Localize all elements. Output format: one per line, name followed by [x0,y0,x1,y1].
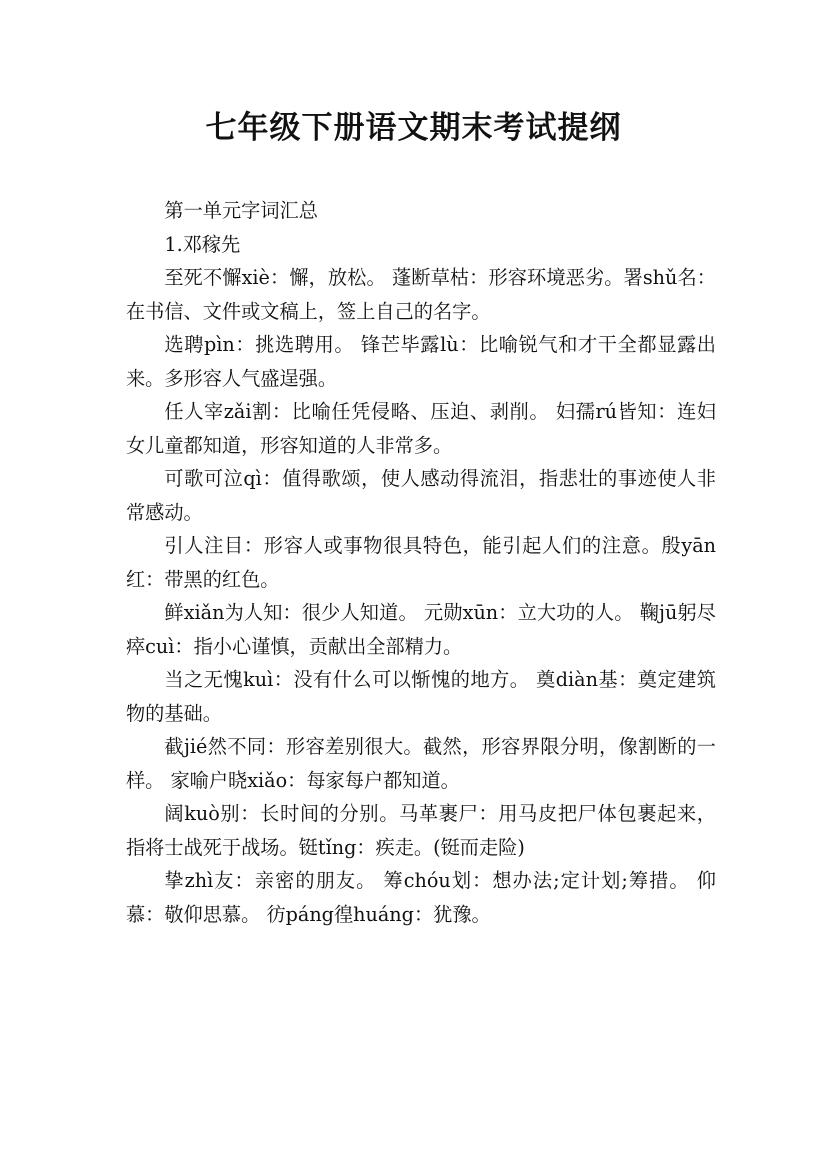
vocab-paragraph: 任人宰zǎi割：比喻任凭侵略、压迫、剥削。 妇孺rú皆知：连妇女儿童都知道，形容知道的人非常多。 [126,400,716,457]
vocab-paragraph: 可歌可泣qì：值得歌颂，使人感动得流泪，指悲壮的事迹使人非常感动。 [126,467,716,524]
vocab-paragraph: 截jié然不同：形容差别很大。截然，形容界限分明，像割断的一样。 家喻户晓xiǎo：每家每户都知道。 [126,735,716,792]
document-body [126,194,716,931]
document-title: 七年级下册语文期末考试提纲 [205,110,622,146]
vocab-paragraph: 选聘pìn：挑选聘用。 锋芒毕露lù：比喻锐气和才干全都显露出来。多形容人气盛逞强。 [126,333,716,390]
vocab-paragraph: 挚zhì友：亲密的朋友。 筹chóu划：想办法;定计划;筹措。 仰慕：敬仰思慕。 彷páng徨huáng：犹豫。 [126,869,716,926]
vocab-paragraph: 阔kuò别：长时间的分别。马革裹尸：用马皮把尸体包裹起来，指将士战死于战场。铤tǐng：疾走。(铤而走险) [126,802,716,859]
vocab-paragraph: 引人注目：形容人或事物很具特色，能引起人们的注意。殷yān红：带黑的红色。 [126,534,716,591]
section-heading: 第一单元字词汇总 [164,199,318,222]
vocab-paragraph: 当之无愧kuì：没有什么可以惭愧的地方。 奠diàn基：奠定建筑物的基础。 [126,668,716,725]
vocab-paragraph: 至死不懈xiè：懈，放松。 蓬断草枯：形容环境恶劣。署shǔ名：在书信、文件或文稿上，签上自己的名字。 [126,266,716,323]
vocab-paragraph: 鲜xiǎn为人知：很少人知道。 元勋xūn：立大功的人。 鞠jū躬尽瘁cuì：指小心谨慎，贡献出全部精力。 [126,601,716,658]
lesson-heading: 1.邓稼先 [164,232,241,256]
